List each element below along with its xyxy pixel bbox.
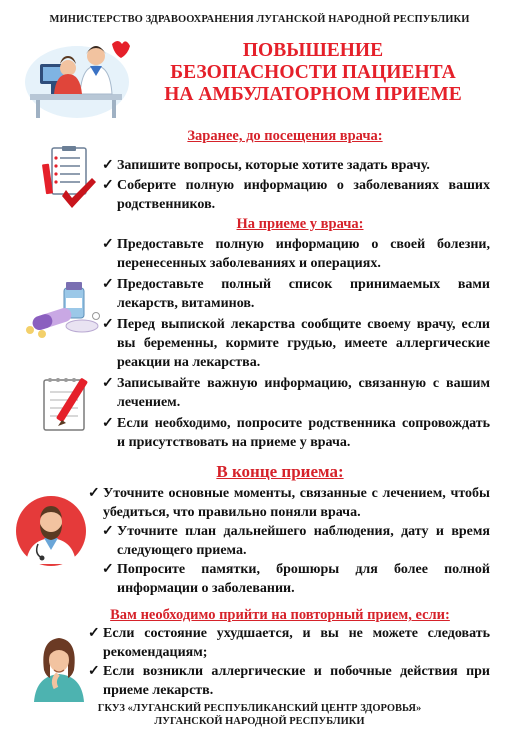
list-item [102, 315, 490, 372]
footer-line: ГКУЗ «ЛУГАНСКИЙ РЕСПУБЛИКАНСКИЙ ЦЕНТР ЗДОРОВЬЯ» [97, 703, 422, 714]
title-line: БЕЗОПАСНОСТИ ПАЦИЕНТА [170, 62, 456, 83]
list-item-text: Записывайте важную информацию, связанную с вашим лечением. [117, 376, 490, 410]
checkmark-icon: ✓ [102, 237, 114, 252]
list-item [102, 414, 490, 452]
list-item [102, 176, 490, 214]
medicine-icon [22, 278, 108, 340]
list-item [88, 624, 490, 662]
list-item-text: Соберите полную информацию о заболеваниях ваших родственников. [117, 178, 490, 212]
list-item [88, 484, 490, 522]
list-item [88, 662, 490, 700]
list-item-text: Перед выпиской лекарства сообщите своему врачу, если вы беременны, кормите грудью, имеете аллергические реакции на лекарства. [117, 317, 490, 370]
woman-patient-icon [24, 630, 94, 702]
list-item [102, 522, 490, 560]
section-heading: В конце приема: [216, 462, 344, 481]
checkmark-icon: ✓ [102, 277, 114, 292]
list-item-text: Запишите вопросы, которые хотите задать врачу. [117, 158, 430, 173]
checkmark-icon: ✓ [102, 317, 114, 332]
notepad-icon [38, 374, 102, 436]
footer-line: ЛУГАНСКОЙ НАРОДНОЙ РЕСПУБЛИКИ [154, 716, 365, 727]
doctor-icon [14, 494, 88, 568]
checkmark-icon: ✓ [88, 626, 100, 641]
list-item-text: Уточните основные моменты, связанные с лечением, чтобы убедиться, что правильно поняли врача. [103, 486, 490, 520]
list-item-text: Предоставьте полную информацию о своей болезни, перенесенных заболеваниях и операциях. [117, 237, 490, 271]
list-item [102, 235, 490, 273]
checkmark-icon: ✓ [102, 158, 114, 173]
list-item [102, 156, 490, 175]
footer [0, 702, 519, 728]
list-item-text: Если необходимо, попросите родственника сопровождать и присутствовать на приеме у врача. [117, 416, 490, 450]
checkmark-icon: ✓ [88, 486, 100, 501]
checkmark-icon: ✓ [102, 562, 114, 577]
checkmark-icon: ✓ [88, 664, 100, 679]
list-item-text: Если состояние ухудшается, и вы не можете следовать рекомендациям; [103, 626, 490, 660]
list-item [102, 374, 490, 412]
checkmark-icon: ✓ [102, 376, 114, 391]
checklist-icon [38, 146, 100, 214]
list-item-text: Предоставьте полный список принимаемых вами лекарств, витаминов. [117, 277, 490, 311]
list-item [102, 560, 490, 598]
title-line: НА АМБУЛАТОРНОМ ПРИЕМЕ [164, 84, 462, 105]
page-title [128, 40, 498, 106]
section-heading: На приеме у врача: [236, 216, 364, 232]
ministry-header: МИНИСТЕРСТВО ЗДРАВООХРАНЕНИЯ ЛУГАНСКОЙ НАРОДНОЙ РЕСПУБЛИКИ [49, 14, 470, 25]
list-item-text: Если возникли аллергические и побочные действия при приеме лекарств. [103, 664, 490, 698]
title-line: ПОВЫШЕНИЕ [242, 40, 384, 61]
doctor-consultation-icon [22, 34, 132, 120]
list-item-text: Уточните план дальнейшего наблюдения, дату и время следующего приема. [117, 524, 490, 558]
section-heading: Вам необходимо прийти на повторный прием, если: [110, 607, 450, 623]
checkmark-icon: ✓ [102, 178, 114, 193]
checkmark-icon: ✓ [102, 416, 114, 431]
list-item-text: Попросите памятки, брошюры для более полной информации о заболевании. [117, 562, 490, 596]
list-item [102, 275, 490, 313]
checkmark-icon: ✓ [102, 524, 114, 539]
section-heading: Заранее, до посещения врача: [187, 128, 383, 144]
